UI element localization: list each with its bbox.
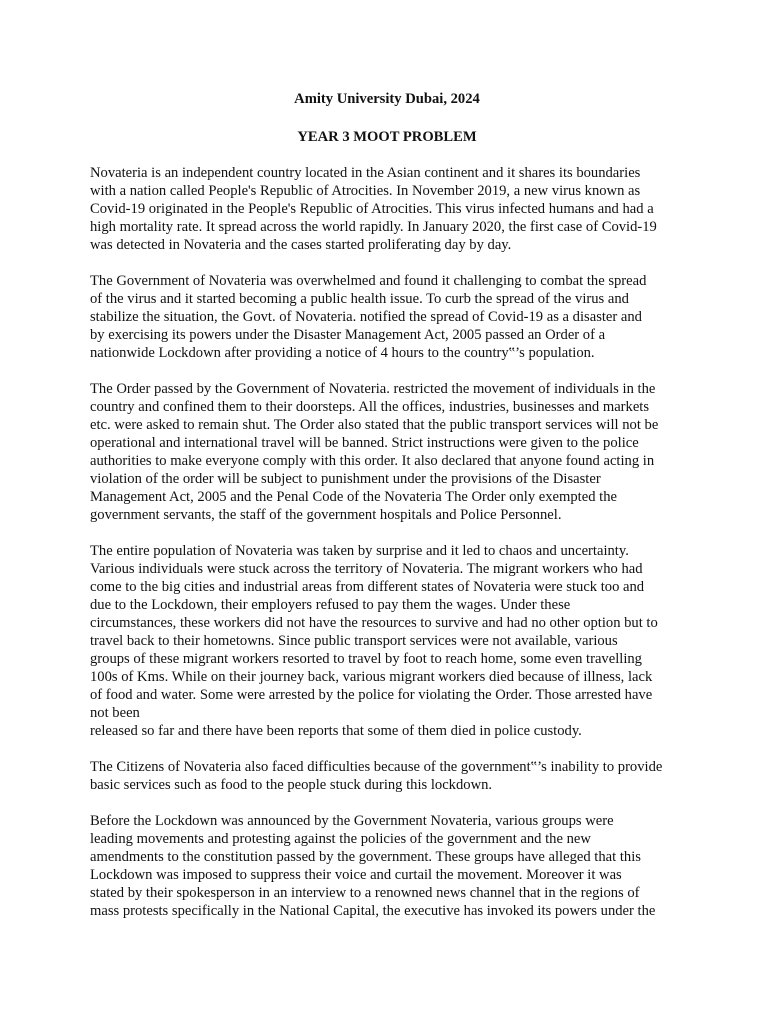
paragraph: [90, 758, 684, 794]
text-line: groups of these migrant workers resorted to travel by foot to reach home, some even travelling: [90, 651, 642, 667]
paragraph: [90, 542, 684, 740]
paragraph: [90, 812, 684, 920]
text-line: The Order passed by the Government of Novateria. restricted the movement of individuals in the: [90, 381, 656, 397]
text-line: The entire population of Novateria was taken by surprise and it led to chaos and uncertainty.: [90, 543, 629, 559]
paragraph: [90, 164, 684, 254]
text-line: with a nation called People's Republic of Atrocities. In November 2019, a new virus known as: [90, 183, 641, 199]
text-line: stated by their spokesperson in an interview to a renowned news channel that in the regions of: [90, 885, 640, 901]
text-line: country and confined them to their doorsteps. All the offices, industries, businesses and markets: [90, 399, 650, 415]
text-line: leading movements and protesting against the policies of the government and the new: [90, 831, 591, 847]
text-line: authorities to make everyone comply with this order. It also declared that anyone found acting in: [90, 453, 655, 469]
text-line: The Citizens of Novateria also faced difficulties because of the government‟’s inability to provide: [90, 759, 663, 775]
text-line: operational and international travel will be banned. Strict instructions were given to the police: [90, 435, 639, 451]
document-title: YEAR 3 MOOT PROBLEM: [297, 129, 477, 145]
text-line: Management Act, 2005 and the Penal Code of the Novateria The Order only exempted the: [90, 489, 617, 505]
text-line: Covid-19 originated in the People's Republic of Atrocities. This virus infected humans and had a: [90, 201, 654, 217]
text-line: released so far and there have been reports that some of them died in police custody.: [90, 723, 582, 739]
text-line: Lockdown was imposed to suppress their voice and curtail the movement. Moreover it was: [90, 867, 622, 883]
university-heading: Amity University Dubai, 2024: [294, 91, 480, 107]
text-line: circumstances, these workers did not have the resources to survive and had no other option but to: [90, 615, 658, 631]
text-line: not been: [90, 705, 140, 721]
text-line: of food and water. Some were arrested by the police for violating the Order. Those arrested have: [90, 687, 653, 703]
text-line: Novateria is an independent country located in the Asian continent and it shares its boundaries: [90, 165, 641, 181]
paragraph: [90, 380, 684, 524]
text-line: due to the Lockdown, their employers refused to pay them the wages. Under these: [90, 597, 571, 613]
text-line: travel back to their hometowns. Since public transport services were not available, various: [90, 633, 618, 649]
text-line: come to the big cities and industrial areas from different states of Novateria were stuck too and: [90, 579, 645, 595]
text-line: Various individuals were stuck across the territory of Novateria. The migrant workers who had: [90, 561, 643, 577]
document-page: [90, 90, 684, 938]
text-line: Before the Lockdown was announced by the Government Novateria, various groups were: [90, 813, 614, 829]
text-line: violation of the order will be subject to punishment under the provisions of the Disaster: [90, 471, 601, 487]
text-line: was detected in Novateria and the cases started proliferating day by day.: [90, 237, 512, 253]
document-body: [90, 164, 684, 920]
text-line: government servants, the staff of the government hospitals and Police Personnel.: [90, 507, 562, 523]
text-line: of the virus and it started becoming a public health issue. To curb the spread of the virus and: [90, 291, 629, 307]
paragraph: [90, 272, 684, 362]
text-line: nationwide Lockdown after providing a notice of 4 hours to the country‟’s population.: [90, 345, 595, 361]
text-line: by exercising its powers under the Disaster Management Act, 2005 passed an Order of a: [90, 327, 606, 343]
text-line: etc. were asked to remain shut. The Order also stated that the public transport services will not be: [90, 417, 659, 433]
text-line: 100s of Kms. While on their journey back, various migrant workers died because of illness, lack: [90, 669, 653, 685]
text-line: high mortality rate. It spread across the world rapidly. In January 2020, the first case of Covid-19: [90, 219, 657, 235]
text-line: mass protests specifically in the National Capital, the executive has invoked its powers under the: [90, 903, 656, 919]
text-line: stabilize the situation, the Govt. of Novateria. notified the spread of Covid-19 as a disaster and: [90, 309, 642, 325]
text-line: amendments to the constitution passed by the government. These groups have alleged that this: [90, 849, 641, 865]
text-line: basic services such as food to the people stuck during this lockdown.: [90, 777, 493, 793]
text-line: The Government of Novateria was overwhelmed and found it challenging to combat the spread: [90, 273, 647, 289]
